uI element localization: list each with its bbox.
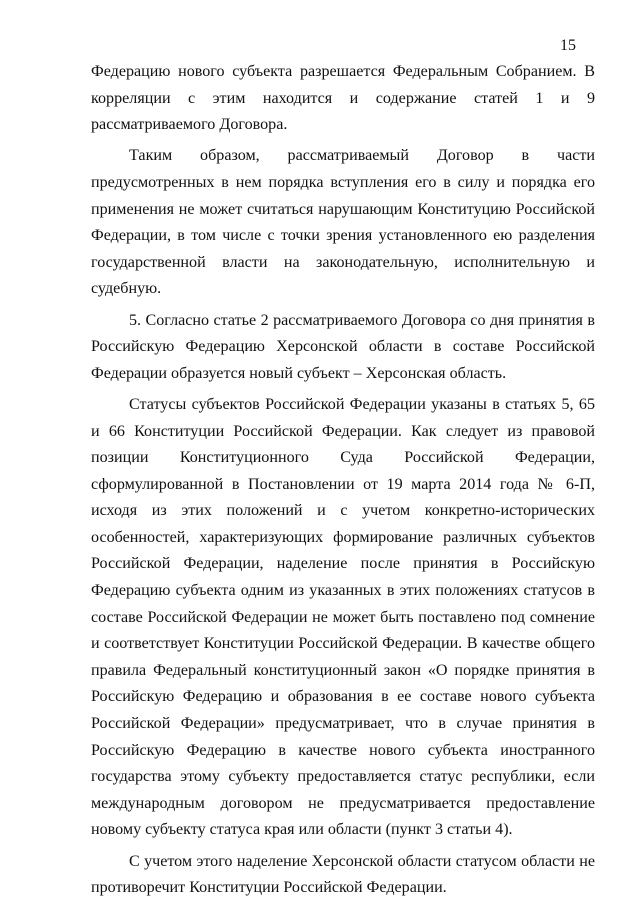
paragraph-subject-statuses: Статусы субъектов Российской Федерации указаны в статьях 5, 65 и 66 Конституции Российской Федерации. Как следует из правовой позиции Конституционного Суда Российской Федерации, сформулированной в Постановлении от 19 марта 2014 года № 6-П, исходя из этих положений и с учетом конкретно-исторических особенностей, характеризующих формирование различных субъектов Российской Федерации, наделение после принятия в Российскую Федерацию субъекта одним из указанных в этих положениях статусов в составе Российской Федерации не может быть поставлено под сомнение и соответствует Конституции Российской Федерации. В качестве общего правила Федеральный конституционный закон «О порядке принятия в Российскую Федерацию и образования в ее составе нового субъекта Российской Федерации» предусматривает, что в случае принятия в Российскую Федерацию в качестве нового субъекта иностранного государства этому субъекту предоставляется статус республики, если международным договором не предусматривается предоставление новому субъекту статуса края или области (пункт 3 статьи 4). [91, 395, 595, 839]
page-number: 15 [560, 37, 576, 54]
paragraph-final-conclusion: С учетом этого наделение Херсонской области статусом области не противоречит Конституции Российской Федерации. [91, 852, 595, 897]
paragraph-item-5-new-subject: 5. Согласно статье 2 рассматриваемого Договора со дня принятия в Российскую Федерацию Херсонской области в составе Российской Федерации образуется новый субъект – Херсонская область. [91, 311, 595, 382]
paragraph-conclusion-treaty-procedure: Таким образом, рассматриваемый Договор в части предусмотренных в нем порядка вступления его в силу и порядка его применения не может считаться нарушающим Конституцию Российской Федерации, в том числе с точки зрения установленного ею разделения государственной власти на законодательную, исполнительную и судебную. [91, 147, 595, 298]
document-body [91, 59, 595, 906]
paragraph-continuation: Федерацию нового субъекта разрешается Федеральным Собранием. В корреляции с этим находится и содержание статей 1 и 9 рассматриваемого Договора. [91, 63, 595, 134]
